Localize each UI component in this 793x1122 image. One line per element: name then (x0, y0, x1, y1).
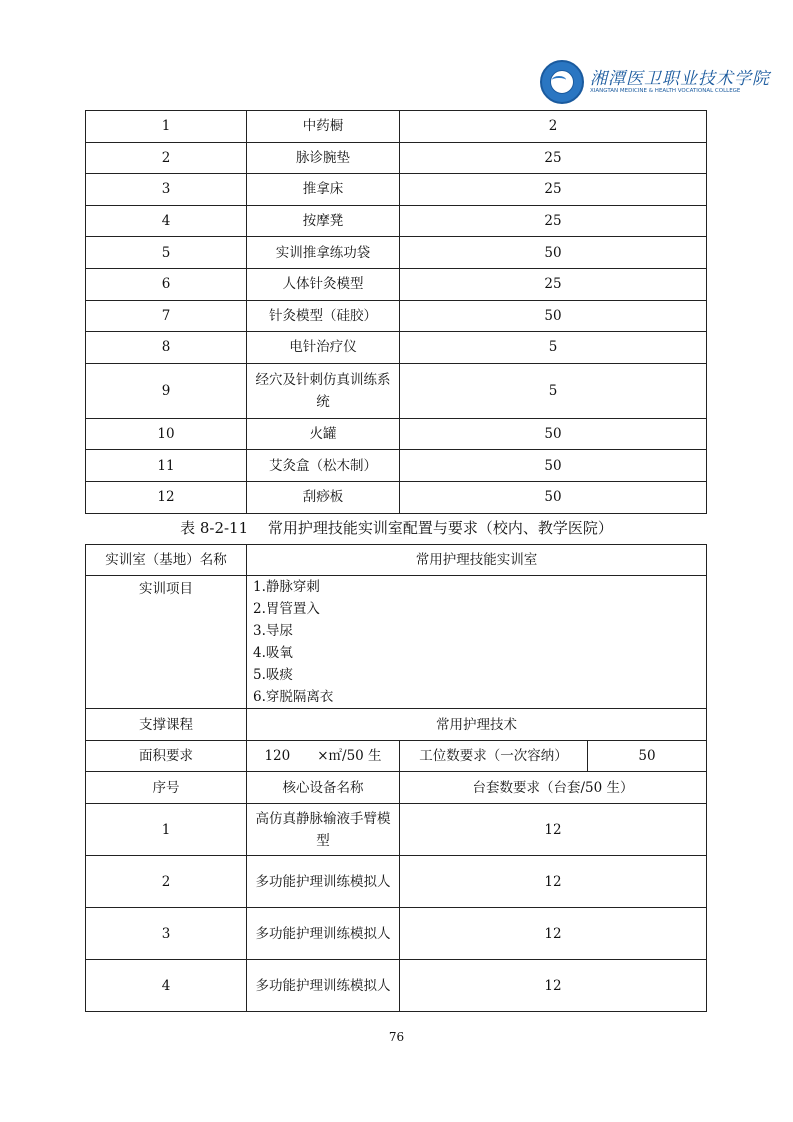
college-seal-icon (540, 60, 584, 104)
row-no: 10 (86, 418, 247, 450)
table-row (86, 363, 707, 418)
table-row (86, 332, 707, 364)
row-no: 4 (86, 960, 247, 1012)
col-header-no: 序号 (86, 772, 247, 804)
row-equipment: 多功能护理训练模拟人 (247, 960, 400, 1012)
table-row (86, 418, 707, 450)
row-equipment: 经穴及针刺仿真训练系统 (247, 363, 400, 418)
row-qty: 50 (400, 237, 707, 269)
nursing-lab-table (85, 544, 707, 1012)
row-no: 9 (86, 363, 247, 418)
row-qty: 12 (400, 908, 707, 960)
projects-label: 实训项目 (86, 576, 247, 709)
row-qty: 12 (400, 960, 707, 1012)
row-equipment: 针灸模型（硅胶） (247, 300, 400, 332)
table-row (86, 174, 707, 206)
row-qty: 25 (400, 142, 707, 174)
row-no: 1 (86, 804, 247, 856)
row-no: 6 (86, 268, 247, 300)
row-equipment: 脉诊腕垫 (247, 142, 400, 174)
college-logo (540, 60, 770, 106)
col-header-qty: 台套数要求（台套/50 生） (400, 772, 707, 804)
row-no: 8 (86, 332, 247, 364)
row-equipment: 中药橱 (247, 111, 400, 143)
row-equipment: 按摩凳 (247, 205, 400, 237)
station-label: 工位数要求（一次容纳） (400, 741, 588, 772)
table-row (86, 237, 707, 269)
row-qty: 25 (400, 174, 707, 206)
room-label: 实训室（基地）名称 (86, 545, 247, 576)
row-equipment: 高仿真静脉输液手臂模型 (247, 804, 400, 856)
project-item: 4.吸氧 (253, 645, 293, 661)
page-number: 76 (388, 1030, 405, 1044)
row-equipment: 多功能护理训练模拟人 (247, 908, 400, 960)
station-value: 50 (588, 741, 707, 772)
table-caption: 表 8-2-11 常用护理技能实训室配置与要求（校内、教学医院） (180, 519, 613, 537)
table-row (86, 268, 707, 300)
row-qty: 12 (400, 856, 707, 908)
table-row (86, 205, 707, 237)
row-equipment: 电针治疗仪 (247, 332, 400, 364)
area-value: 120 ×㎡/50 生 (247, 741, 400, 772)
table-row (86, 111, 707, 143)
row-qty: 2 (400, 111, 707, 143)
project-item: 2.胃管置入 (253, 601, 320, 617)
row-no: 11 (86, 450, 247, 482)
project-item: 1.静脉穿刺 (253, 579, 320, 595)
row-equipment: 艾灸盒（松木制） (247, 450, 400, 482)
row-qty: 50 (400, 481, 707, 513)
row-no: 3 (86, 174, 247, 206)
room-value: 常用护理技能实训室 (247, 545, 707, 576)
row-no: 3 (86, 908, 247, 960)
project-item: 5.吸痰 (253, 667, 293, 683)
row-no: 5 (86, 237, 247, 269)
table-row (86, 142, 707, 174)
equipment-table-continued (85, 110, 707, 514)
col-header-equipment: 核心设备名称 (247, 772, 400, 804)
course-value: 常用护理技术 (247, 709, 707, 741)
row-equipment: 实训推拿练功袋 (247, 237, 400, 269)
project-item: 6.穿脱隔离衣 (253, 689, 334, 705)
row-qty: 50 (400, 300, 707, 332)
area-label: 面积要求 (86, 741, 247, 772)
row-no: 2 (86, 142, 247, 174)
table-row (86, 481, 707, 513)
college-name-en: XIANGTAN MEDICINE & HEALTH VOCATIONAL COLLEGE (590, 88, 741, 94)
row-qty: 5 (400, 332, 707, 364)
row-no: 1 (86, 111, 247, 143)
row-equipment: 刮痧板 (247, 481, 400, 513)
row-qty: 50 (400, 418, 707, 450)
row-no: 2 (86, 856, 247, 908)
row-qty: 12 (400, 804, 707, 856)
college-name: 湘潭医卫职业技术学院 (590, 69, 770, 89)
row-qty: 50 (400, 450, 707, 482)
table-row (86, 450, 707, 482)
table-row (86, 300, 707, 332)
row-equipment: 推拿床 (247, 174, 400, 206)
row-no: 12 (86, 481, 247, 513)
row-no: 4 (86, 205, 247, 237)
row-qty: 5 (400, 363, 707, 418)
row-qty: 25 (400, 205, 707, 237)
row-equipment: 多功能护理训练模拟人 (247, 856, 400, 908)
project-item: 3.导尿 (253, 623, 293, 639)
row-qty: 25 (400, 268, 707, 300)
row-equipment: 火罐 (247, 418, 400, 450)
row-no: 7 (86, 300, 247, 332)
projects-list (247, 576, 707, 709)
course-label: 支撑课程 (86, 709, 247, 741)
row-equipment: 人体针灸模型 (247, 268, 400, 300)
